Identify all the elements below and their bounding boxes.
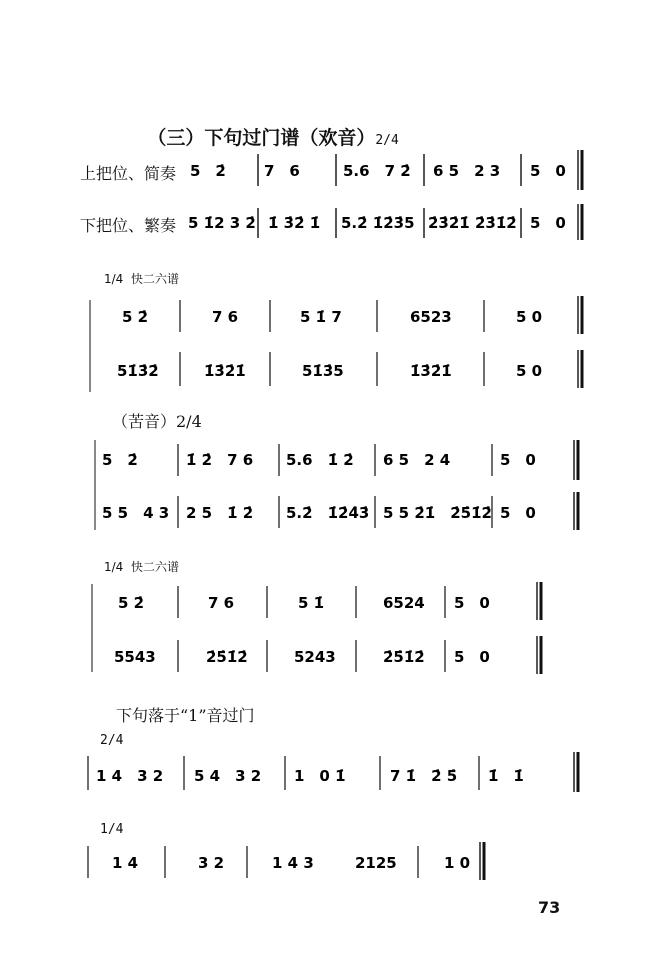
bar-note: 5 2̇ <box>118 594 145 612</box>
bar-note: 1̇3̇2̇1̇ <box>410 362 452 380</box>
bar-note: 5.6 1̇ 2̇ <box>286 451 354 469</box>
meter-1-4: 1/4 <box>100 822 124 837</box>
bar-note: 5 0 <box>530 162 566 180</box>
bar-note: 2̇3̇2̇1̇ 2̇3̇1̇2̇ <box>428 214 517 232</box>
bar-note: 5.2̇ 1̇2̇4̇3̇ <box>286 504 370 522</box>
bar-note: 5 4 3 2 <box>194 767 262 785</box>
bar-note: 2̇5̇1̇2̇ <box>383 648 425 666</box>
header-kuai-erliu-1: 1/4 快二六谱 <box>104 272 179 286</box>
page-number: 73 <box>538 898 561 917</box>
bar-note: 1 4 3 2 <box>96 767 164 785</box>
row-label-lower: 下把位、繁奏 <box>80 216 177 235</box>
system2 <box>90 296 582 392</box>
system4 <box>92 582 541 674</box>
bar-note: 51̇3̇5 <box>302 362 344 380</box>
bar-note: 6523 <box>410 308 452 326</box>
bar-note: 1 0 1̇ <box>294 767 346 785</box>
system5 <box>88 752 578 792</box>
section-title-main: （三）下句过门谱（欢音） <box>147 127 376 149</box>
bar-note: 5243 <box>294 648 336 666</box>
bar-note: 5 1̇2 3 2̇ <box>188 214 256 232</box>
bar-note: 5543 <box>114 648 156 666</box>
bar-note: 5.6 7 2̇ <box>343 162 411 180</box>
bar-note: 5 0 <box>500 451 536 469</box>
bar-note: 5 0 <box>516 308 543 326</box>
bar-note: 6524 <box>383 594 425 612</box>
row-label-upper: 上把位、简奏 <box>80 164 177 183</box>
bar-note: 5 5 2̇1̇ 2̇5̇1̇2̇ <box>383 504 492 522</box>
system6 <box>88 842 484 880</box>
bar-note: 1 0 <box>444 854 471 872</box>
bar-note: 2̇5̇1̇2̇ <box>206 648 248 666</box>
bar-note: 1̇ 3̇2̇ 1̇ <box>268 214 321 232</box>
bar-note: 1 4 <box>112 854 139 872</box>
bar-note: 51̇3̇2̇ <box>117 362 159 380</box>
bar-note: 2125 <box>355 854 397 872</box>
bar-note: 5 0 <box>500 504 536 522</box>
bar-note: 3 2 <box>198 854 225 872</box>
bar-note: 7 6 <box>208 594 235 612</box>
bar-note: 5 2̇ <box>190 162 226 180</box>
system1-row2 <box>188 204 582 240</box>
bar-note: 5.2̇ 1̇2̇3̇5 <box>341 214 415 232</box>
bar-note: 1̇ 1̇ <box>488 767 524 785</box>
section-title-meter: 2/4 <box>375 133 399 148</box>
bar-note: 5 0 <box>454 594 490 612</box>
meter-2-4: 2/4 <box>100 733 124 748</box>
header-kuai-erliu-2: 1/4 快二六谱 <box>104 560 179 574</box>
bar-note: 5 2̇ <box>122 308 149 326</box>
bar-note: 5 2̇ <box>102 451 138 469</box>
bar-note: 7 6 <box>212 308 239 326</box>
bar-note: 7 1̇ 2̇ 5̇ <box>390 767 458 785</box>
bar-note: 2 5 1̇ 2̇ <box>186 504 254 522</box>
bar-note: 1̇ 2̇ 7 6 <box>186 451 254 469</box>
bar-note: 1̇3̇2̇1̇ <box>204 362 246 380</box>
bar-note: 6 5 2 3 <box>433 162 501 180</box>
bar-note: 5 1̇ <box>298 594 325 612</box>
header-fall-to-1: 下句落于“1”音过门 <box>116 706 255 725</box>
system3 <box>95 440 578 530</box>
header-kuyin: （苦音）2/4 <box>112 412 202 431</box>
bar-note: 5 0 <box>454 648 490 666</box>
bar-note: 5 0 <box>516 362 543 380</box>
bar-note: 6 5 2 4 <box>383 451 451 469</box>
bar-note: 5 0 <box>530 214 566 232</box>
system1-row1 <box>190 150 582 190</box>
bar-note: 5 5 4 3 <box>102 504 170 522</box>
bar-note: 5 1̇ 7 <box>300 308 342 326</box>
bar-note: 7 6 <box>264 162 300 180</box>
bar-note: 1 4 3 <box>272 854 314 872</box>
